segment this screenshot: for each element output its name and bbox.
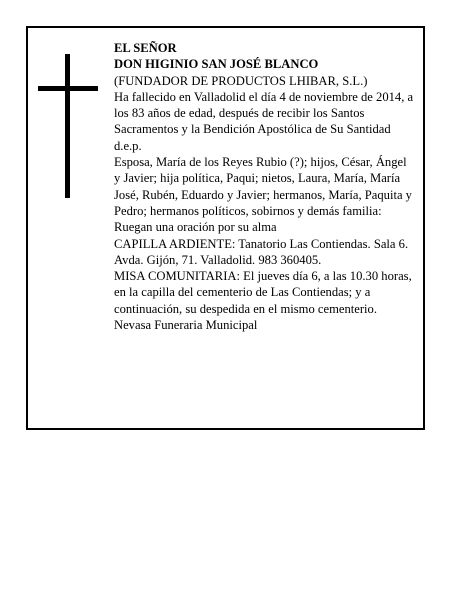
mass-info: MISA COMUNITARIA: El jueves día 6, a las 10.30 horas, en la capilla del cementerio de Las Contiendas; y a continuación, su despedida en el mismo cementerio.	[114, 269, 412, 316]
notice-text-block	[114, 40, 416, 333]
family-list: Esposa, María de los Reyes Rubio (?); hijos, César, Ángel y Javier; hija política, Paqui; nietos, Laura, María, María José, Rubén, Eduardo y Javier; hermanos, María, Paquita y Pedro; hermanos políticos, sobirnos y demás familia:	[114, 155, 412, 218]
obituary-notice	[26, 26, 425, 430]
chapel-info: CAPILLA ARDIENTE: Tanatorio Las Contiendas. Sala 6. Avda. Gijón, 71. Valladolid. 983 360405.	[114, 236, 409, 267]
funeral-home: Nevasa Funeraria Municipal	[114, 318, 258, 333]
cross-horizontal-bar	[38, 86, 98, 91]
prayer-request: Ruegan una oración por su alma	[114, 220, 277, 235]
cross-vertical-bar	[65, 54, 70, 198]
notice-heading: EL SEÑOR	[114, 41, 177, 55]
deceased-name: DON HIGINIO SAN JOSÉ BLANCO	[114, 57, 319, 72]
deceased-affiliation: (FUNDADOR DE PRODUCTOS LHIBAR, S.L.)	[114, 73, 368, 88]
death-info: Ha fallecido en Valladolid el día 4 de noviembre de 2014, a los 83 años de edad, después de recibir los Santos Sacramentos y la Bendición Apostólica de Su Santidad	[114, 89, 414, 137]
rip-line: d.e.p.	[114, 138, 142, 153]
cross-icon	[38, 54, 98, 198]
